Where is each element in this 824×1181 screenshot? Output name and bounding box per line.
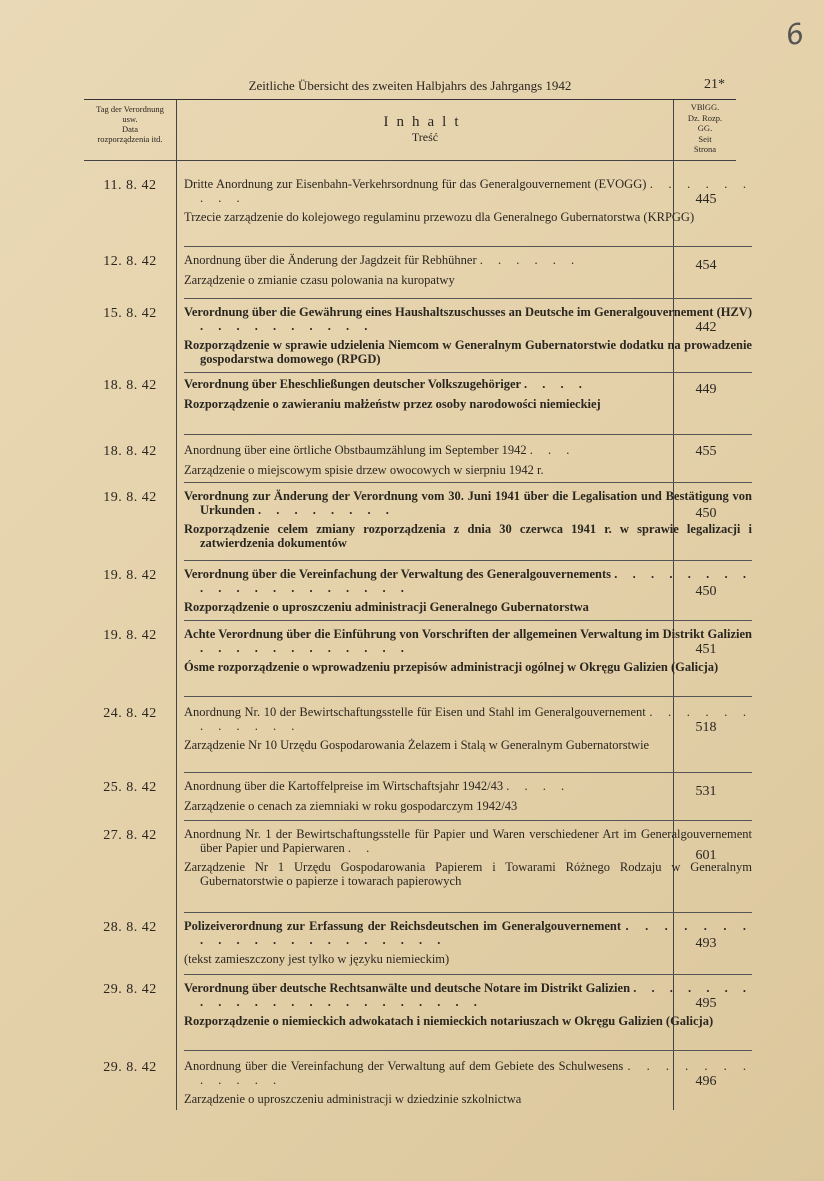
- entry-page: 449: [695, 382, 717, 397]
- entry-date: 28. 8. 42: [103, 920, 157, 935]
- page-header-line1: VBlGG.: [690, 102, 720, 112]
- entry-content: [184, 1060, 752, 1107]
- entry-title-de: Anordnung Nr. 1 der Bewirtschaftungsstelle für Papier und Waren verschiedener Art im Generalgouvernement über Papier und Papierwaren . .: [184, 827, 752, 855]
- row-divider: [184, 772, 752, 773]
- entry-date: 11. 8. 42: [103, 178, 157, 193]
- entry-date: 15. 8. 42: [103, 306, 157, 321]
- row-divider: [184, 820, 752, 821]
- running-title: Zeitliche Übersicht des zweiten Halbjahrs des Jahrgangs 1942: [248, 78, 572, 93]
- entry-date: 19. 8. 42: [103, 568, 157, 583]
- entry-page: 601: [695, 848, 717, 863]
- entry-title-pl: Zarządzenie o cenach za ziemniaki w roku gospodarczym 1942/43: [184, 798, 518, 813]
- entry-date: 19. 8. 42: [103, 490, 157, 505]
- entry-title-de: Anordnung über die Vereinfachung der Verwaltung auf dem Gebiete des Schulwesens . . . . . . . . . . . .: [184, 1059, 753, 1087]
- entry-date: 19. 8. 42: [103, 628, 157, 643]
- date-header-de-line2: usw.: [122, 114, 138, 124]
- entry-title-de: Anordnung über die Änderung der Jagdzeit für Rebhühner . . . . . .: [184, 253, 581, 267]
- entry-page: 455: [695, 444, 717, 459]
- row-divider: [184, 620, 752, 621]
- entry-content: [184, 628, 752, 675]
- entry-content: [184, 920, 752, 967]
- entry-date: 29. 8. 42: [103, 1060, 157, 1075]
- entry-date: 25. 8. 42: [103, 780, 157, 795]
- entry-title-pl: Rozporządzenie o niemieckich adwokatach i niemieckich notariuszach w Okręgu Galizien (Galicja): [184, 1014, 714, 1028]
- page-number: 21*: [704, 77, 725, 92]
- entry-date: 29. 8. 42: [103, 982, 157, 997]
- content-header-pl: Treść: [411, 130, 439, 144]
- entry-content: [184, 982, 752, 1029]
- entry-title-de: Achte Verordnung über die Einführung von Vorschriften der allgemeinen Verwaltung im Distrikt Galizien . . . . . . . . . . . .: [184, 627, 752, 655]
- entry-title-pl: Zarządzenie o zmianie czasu polowania na kuropatwy: [184, 272, 455, 287]
- entry-content: [184, 706, 752, 753]
- entry-content: [184, 568, 752, 615]
- entry-title-pl: Trzecie zarządzenie do kolejowego regulaminu przewozu dla Generalnego Gubernatorstwa (KRPGG): [184, 210, 695, 224]
- entry-title-de: Anordnung über eine örtliche Obstbaumzählung im September 1942 . . .: [184, 443, 576, 457]
- row-divider: [184, 246, 752, 247]
- row-divider: [184, 372, 752, 373]
- row-divider: [184, 298, 752, 299]
- entry-content: [184, 254, 752, 287]
- entry-title-pl: Rozporządzenie celem zmiany rozporządzenia z dnia 30 czerwca 1941 r. w sprawie legalizacji i zatwierdzenia dokumentów: [184, 522, 752, 550]
- date-header-pl-line1: Data: [121, 124, 139, 134]
- page-header-line2: Dz. Rozp.: [687, 112, 723, 123]
- entry-content: [184, 490, 752, 550]
- row-divider: [184, 434, 752, 435]
- entry-title-pl: Rozporządzenie w sprawie udzielenia Niemcom w Generalnym Gubernatorstwie dodatku na prowadzenie gospodarstwa domowego (RPGD): [184, 338, 752, 366]
- date-header-de-line1: Tag der Verordnung: [96, 104, 164, 114]
- entry-date: 18. 8. 42: [103, 444, 157, 459]
- entry-page: 445: [695, 192, 717, 207]
- entry-date: 18. 8. 42: [103, 378, 157, 393]
- entry-page: 518: [695, 720, 717, 735]
- page-header-line4: Seit: [698, 133, 712, 144]
- entry-title-de: Dritte Anordnung zur Eisenbahn-Verkehrsordnung für das Generalgouvernement (EVOGG) . . . . . . . . .: [184, 177, 753, 205]
- entry-page: 531: [695, 784, 717, 799]
- entry-content: [184, 378, 752, 411]
- entry-page: 495: [695, 996, 717, 1011]
- row-divider: [184, 482, 752, 483]
- entry-content: [184, 780, 752, 813]
- entry-title-pl: Zarządzenie o uproszczeniu administracji w dziedzinie szkolnictwa: [184, 1092, 522, 1106]
- entry-page: 450: [695, 584, 717, 599]
- page-header-line5: Strona: [693, 144, 717, 154]
- entry-title-pl: (tekst zamieszczony jest tylko w języku niemieckim): [184, 952, 450, 966]
- entry-title-de: Verordnung über die Vereinfachung der Verwaltung des Generalgouvernements . . . . . . . . . . . . . . . . . . . .: [184, 567, 753, 595]
- row-divider: [184, 560, 752, 561]
- entry-title-de: Anordnung Nr. 10 der Bewirtschaftungsstelle für Eisen und Stahl im Generalgouvernement . . . . . . . . . . . .: [184, 705, 753, 733]
- entry-title-de: Verordnung über deutsche Rechtsanwälte und deutsche Notare im Distrikt Galizien . . . . . . . . . . . . . . . . . . . . . . .: [184, 981, 753, 1009]
- page-header-line3: GG.: [697, 123, 713, 133]
- entry-content: [184, 444, 752, 477]
- row-divider: [184, 696, 752, 697]
- row-divider: [184, 974, 752, 975]
- entry-title-pl: Rozporządzenie o uproszczeniu administracji Generalnego Gubernatorstwa: [184, 600, 589, 614]
- entry-date: 12. 8. 42: [103, 254, 157, 269]
- handwritten-page-mark: 6: [782, 16, 808, 53]
- entry-title-pl: Rozporządzenie o zawieraniu małżeństw przez osoby narodowości niemieckiej: [184, 396, 601, 411]
- header-rule: [84, 160, 736, 161]
- content-header-de: Inhalt: [383, 114, 467, 130]
- entry-title-pl: Ósme rozporządzenie o wprowadzeniu przepisów administracji ogólnej w Okręgu Galizien (Galicja): [184, 660, 719, 674]
- entry-title-de: Polizeiverordnung zur Erfassung der Reichsdeutschen im Generalgouvernement . . . . . . . . . . . . . . . . . . . . .: [184, 919, 753, 947]
- entry-page: 450: [695, 506, 717, 521]
- entry-page: 451: [695, 642, 717, 657]
- entry-date: 27. 8. 42: [103, 828, 157, 843]
- entry-title-de: Verordnung über die Gewährung eines Haushaltszuschusses an Deutsche im Generalgouvernement (HZV) . . . . . . . . . .: [184, 305, 752, 333]
- entry-date: 24. 8. 42: [103, 706, 157, 721]
- entry-page: 442: [695, 320, 717, 335]
- date-column-header: [84, 104, 176, 144]
- column-divider-left: [176, 100, 177, 1110]
- row-divider: [184, 912, 752, 913]
- entry-content: [184, 828, 752, 888]
- entry-title-pl: Zarządzenie o miejscowym spisie drzew owocowych w sierpniu 1942 r.: [184, 462, 544, 477]
- entry-page: 493: [695, 936, 717, 951]
- entry-content: [184, 306, 752, 366]
- entry-page: 454: [695, 258, 717, 273]
- top-rule: [84, 99, 736, 100]
- entry-content: [184, 178, 752, 225]
- entry-title-de: Anordnung über die Kartoffelpreise im Wirtschaftsjahr 1942/43 . . . .: [184, 779, 571, 793]
- entry-title-de: Verordnung über Eheschließungen deutscher Volkszugehöriger . . . .: [184, 377, 588, 391]
- date-header-pl-line2: rozporządzenia itd.: [97, 134, 163, 144]
- entry-title-pl: Zarządzenie Nr 1 Urzędu Gospodarowania Papierem i Towarami Różnego Rodzaju w Generalnym Gubernatorstwie o papierze i towarach papierowych: [184, 860, 752, 888]
- page-column-header: [676, 102, 734, 155]
- entry-title-pl: Zarządzenie Nr 10 Urzędu Gospodarowania Żelazem i Stalą w Generalnym Gubernatorstwie: [184, 738, 650, 752]
- entry-page: 496: [695, 1074, 717, 1089]
- entry-title-de: Verordnung zur Änderung der Verordnung vom 30. Juni 1941 über die Legalisation und Bestätigung von Urkunden . . . . . . . .: [184, 489, 752, 517]
- row-divider: [184, 1050, 752, 1051]
